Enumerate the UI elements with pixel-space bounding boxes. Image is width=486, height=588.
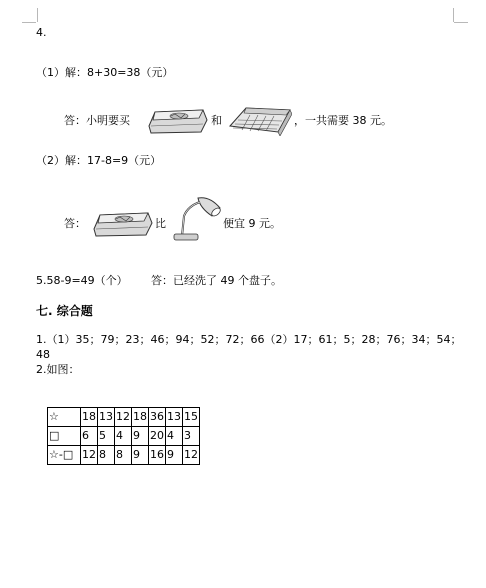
q4-part1-solution: （1）解：8+30=38（元） <box>36 66 174 79</box>
table-cell: 18 <box>132 408 149 427</box>
q4-part1-and: 和 <box>211 114 222 127</box>
crop-mark-top-left <box>36 8 38 22</box>
table-cell: 13 <box>166 408 183 427</box>
q4-part1-answer-suffix: ，一共需要 38 元。 <box>294 114 392 127</box>
table-cell: 3 <box>183 427 200 446</box>
table-cell: 9 <box>166 446 183 465</box>
table-cell: 15 <box>183 408 200 427</box>
table-cell: 12 <box>115 408 132 427</box>
crop-mark-top-right-h <box>454 22 468 24</box>
table-cell: 4 <box>166 427 183 446</box>
q4-part2-compare: 比 <box>155 217 166 230</box>
section7-item1-line1: 1.（1）35；79；23；46；94；52；72；66（2）17；61；5；28；76；34；54； <box>36 333 462 346</box>
table-cell: 12 <box>81 446 98 465</box>
q4-part2-solution: （2）解：17-8=9（元） <box>36 154 162 167</box>
section-7-heading: 七. 综合题 <box>36 304 93 318</box>
crop-mark-top-right <box>453 8 455 22</box>
table-row <box>48 408 200 427</box>
crop-mark-top-left-h <box>22 22 36 24</box>
table-cell: 5 <box>98 427 115 446</box>
table-cell: 20 <box>149 427 166 446</box>
table-cell: 18 <box>81 408 98 427</box>
table-cell: 9 <box>132 427 149 446</box>
table-cell: 36 <box>149 408 166 427</box>
table-cell: 9 <box>132 446 149 465</box>
q4-part2-answer-prefix: 答： <box>64 217 86 230</box>
section7-item2: 2.如图： <box>36 363 80 376</box>
pencil-case-icon <box>145 106 209 136</box>
table-row <box>48 446 200 465</box>
calculator-icon <box>228 104 292 136</box>
star-square-table <box>47 407 200 465</box>
table-row <box>48 427 200 446</box>
q5-answer: 答：已经洗了 49 个盘子。 <box>151 274 282 287</box>
q4-part2-answer-suffix: 便宜 9 元。 <box>223 217 281 230</box>
section7-item1-line2: 48 <box>36 348 50 361</box>
table-cell: 8 <box>115 446 132 465</box>
row-label-star: ☆ <box>48 408 81 427</box>
q4-part1-answer-prefix: 答：小明要买 <box>64 114 130 127</box>
question-4-number: 4. <box>36 26 47 39</box>
pencil-case-icon <box>90 209 154 239</box>
row-label-square: □ <box>48 427 81 446</box>
q5-solution: 5.58-9=49（个） <box>36 274 128 287</box>
table-cell: 6 <box>81 427 98 446</box>
table-cell: 8 <box>98 446 115 465</box>
table-cell: 13 <box>98 408 115 427</box>
table-cell: 4 <box>115 427 132 446</box>
row-label-difference: ☆-□ <box>48 446 81 465</box>
table-cell: 16 <box>149 446 166 465</box>
table-cell: 12 <box>183 446 200 465</box>
desk-lamp-icon <box>170 194 222 244</box>
